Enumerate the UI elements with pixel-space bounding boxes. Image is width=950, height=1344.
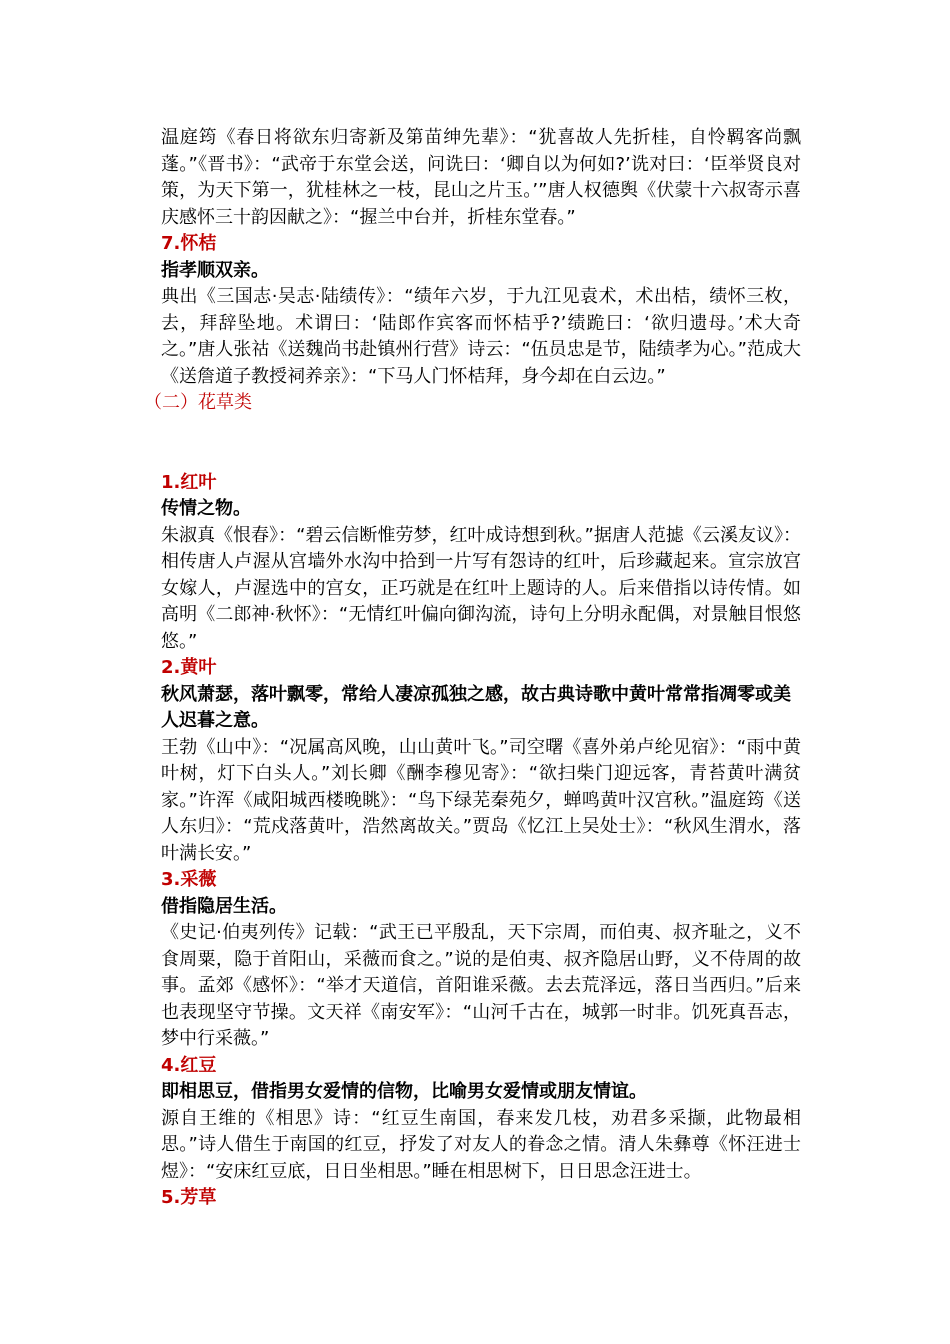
item-heading-1: 1.红叶 [161,471,217,493]
entry-summary-7: 指孝顺双亲。 [161,259,269,281]
item-body-4: 源自王维的《相思》诗：“红豆生南国，春来发几枝，劝君多采撷，此物最相思。”诗人借生于南国的红豆，抒发了对友人的眷念之情。清人朱彝尊《怀汪进士煜》：“安床红豆底，日日坐相思。”睡在相思树下，日日思念汪进士。 [161,1107,801,1182]
item-summary-3: 借指隐居生活。 [161,895,287,917]
section-title: （二）花草类 [144,392,252,413]
intro-paragraph: 温庭筠《春日将欲东归寄新及第苗绅先辈》：“犹喜故人先折桂，自怜羁客尚飘蓬。”《晋书》：“武帝于东堂会送，问诜曰：‘卿自以为何如?’诜对曰：‘臣举贤良对策，为天下第一，犹桂林之一枝，昆山之片玉。’”唐人权德舆《伏蒙十六叔寄示喜庆感怀三十韵因献之》：“握兰中台并，折桂东堂春。” [161,127,801,228]
item-summary-1: 传情之物。 [161,498,251,519]
item-heading-3: 3.采薇 [161,869,217,890]
item-heading-5: 5.芳草 [161,1187,217,1208]
entry-body-7: 典出《三国志·吴志·陆绩传》：“绩年六岁，于九江见袁术，术出桔，绩怀三枚，去，拜辞坠地。术谓曰：‘陆郎作宾客而怀桔乎?’绩跪曰：‘欲归遗母。’术大奇之。”唐人张祜《送魏尚书赴镇州行营》诗云：“伍员忠是节，陆绩孝为心。”范成大《送詹道子教授祠养亲》：“下马人门怀桔拜，身今却在白云边。” [161,286,801,387]
item-body-3: 《史记·伯夷列传》记载：“武王已平殷乱，天下宗周，而伯夷、叔齐耻之，义不食周粟，隐于首阳山，采薇而食之。”说的是伯夷、叔齐隐居山野，义不侍周的故事。孟郊《感怀》：“举才天道信，首阳谁采薇。去去荒泽远，落日当西归。”后来也表现坚守节操。文天祥《南安军》：“山河千古在，城郭一时非。饥死真吾志，梦中行采薇。” [161,922,801,1049]
item-heading-4: 4.红豆 [161,1054,217,1076]
item-body-2: 王勃《山中》：“况属高风晚，山山黄叶飞。”司空曙《喜外弟卢纶见宿》：“雨中黄叶树，灯下白头人。”刘长卿《酬李穆见寄》：“欲扫柴门迎远客，青苔黄叶满贫家。”许浑《咸阳城西楼晚眺》：“鸟下绿芜秦苑夕，蝉鸣黄叶汉宫秋。”温庭筠《送人东归》：“荒戍落黄叶，浩然离故关。”贾岛《忆江上吴处士》：“秋风生渭水，落叶满长安。” [161,736,801,864]
document-page [144,125,801,1212]
item-body-1: 朱淑真《恨春》：“碧云信断惟劳梦，红叶成诗想到秋。”据唐人范摅《云溪友议》：相传唐人卢渥从宫墙外水沟中拾到一片写有怨诗的红叶，后珍藏起来。宣宗放宫女嫁人，卢渥选中的宫女，正巧就是在红叶上题诗的人。后来借指以诗传情。如高明《二郎神·秋怀》：“无情红叶偏向御沟流，诗句上分明永配偶，对景触目恨悠悠。” [161,524,801,652]
item-summary-4: 即相思豆，借指男女爱情的信物，比喻男女爱情或朋友情谊。 [161,1081,647,1102]
entry-heading-7: 7.怀桔 [161,233,217,254]
item-heading-2: 2.黄叶 [161,657,217,678]
section-gap [161,417,801,470]
item-summary-2: 秋风萧瑟，落叶飘零，常给人凄凉孤独之感，故古典诗歌中黄叶常常指凋零或美人迟暮之意。 [161,683,791,731]
